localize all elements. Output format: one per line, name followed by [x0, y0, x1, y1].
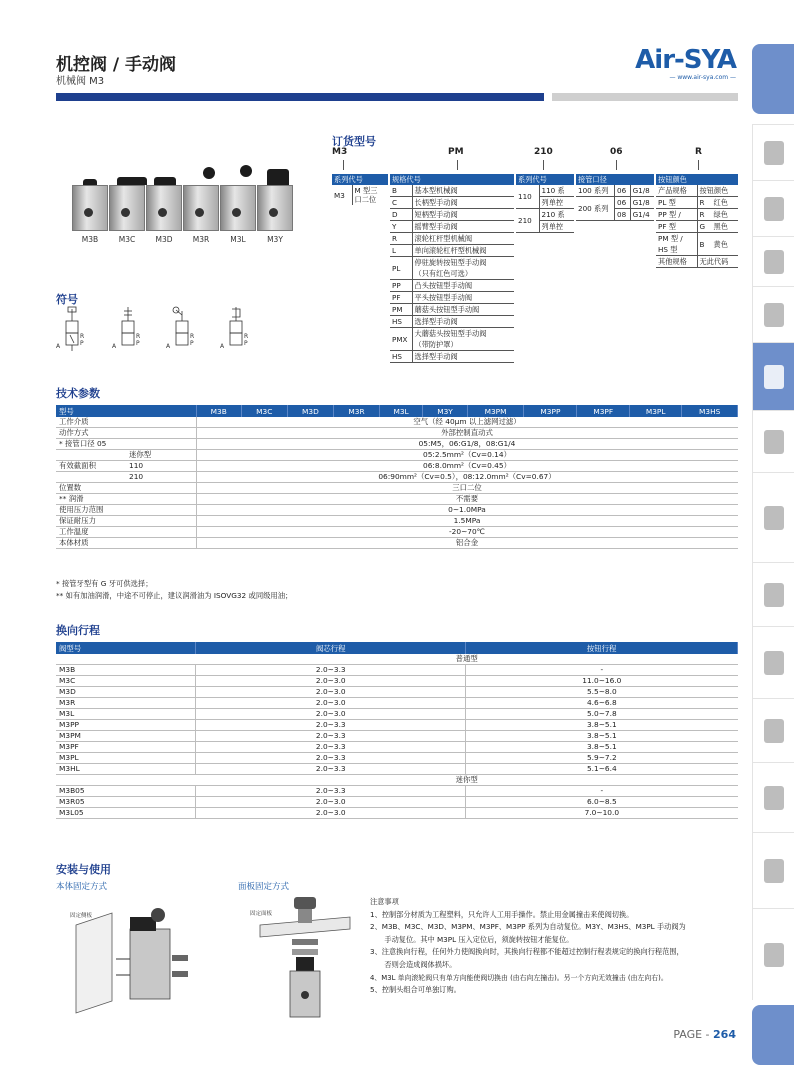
stroke-model: M3R [56, 698, 196, 709]
sidebar-item-elbow[interactable] [752, 762, 794, 832]
stroke-button: 6.0~8.5 [466, 797, 738, 808]
tech-sub [126, 439, 196, 450]
stroke-row [56, 786, 738, 797]
stroke-spool: 2.0~3.0 [196, 709, 466, 720]
tech-label: 工作介质 [56, 417, 126, 428]
spec-desc: 单向滚轮杠杆型机械阀 [412, 245, 514, 257]
spec-code: PF [390, 292, 412, 304]
svg-text:A: A [112, 343, 117, 350]
sidebar-item-filter[interactable] [752, 124, 794, 180]
valve-image [107, 163, 147, 231]
order-color-table: 按钮颜色 产品规格 按钮颜色 PL 型 R 红色 PP 型 / R 绿色 PF 型 G 黑色 PM 型 / B 黄色 HS 型 其他规格 无此代码 [656, 174, 738, 268]
stroke-spool: 2.0~3.3 [196, 742, 466, 753]
tech-value: 三口二位 [196, 483, 738, 494]
stroke-spool: 2.0~3.0 [196, 676, 466, 687]
tech-row [56, 417, 738, 428]
symbol-2 [122, 307, 134, 345]
spec-desc: 停驻旋转按钮型手动阀 [412, 257, 514, 269]
tech-value: 06:90mm²（Cv=0.5），08:12.0mm²（Cv=0.67） [196, 472, 738, 483]
tech-label: 本体材质 [56, 538, 126, 549]
tech-value: -20~70℃ [196, 527, 738, 538]
panel-mount-diagram [250, 895, 360, 1020]
spec-code: PM [390, 304, 412, 316]
stroke-spool: 2.0~3.3 [196, 764, 466, 775]
tech-label: 有效截面积 [56, 461, 126, 472]
stroke-row [56, 687, 738, 698]
stroke-row [56, 676, 738, 687]
tech-header-cell: M3B [196, 405, 241, 417]
page-subtitle: 机械阀 M3 [56, 76, 105, 87]
stroke-button: 5.1~6.4 [466, 764, 738, 775]
stroke-title: 换向行程 [56, 624, 100, 637]
product-m3b: M3B [68, 163, 112, 244]
stroke-row [56, 797, 738, 808]
stroke-button: - [466, 665, 738, 676]
stroke-model: M3R05 [56, 797, 196, 808]
spec-desc: 摇臂型手动阀 [412, 221, 514, 233]
order-code-title: 订货型号 [332, 135, 376, 148]
stroke-group: 普通型 [196, 654, 738, 665]
svg-text:A: A [220, 343, 225, 350]
tech-value: 空气（经 40μm 以上滤网过滤） [196, 417, 738, 428]
tech-row [56, 483, 738, 494]
spec-code: HS [390, 316, 412, 328]
tech-sub [126, 417, 196, 428]
tech-value: 0~1.0MPa [196, 505, 738, 516]
svg-text:R: R [244, 333, 249, 340]
tech-label: 使用压力范围 [56, 505, 126, 516]
tech-header-cell: M3HS [682, 405, 738, 417]
tech-label: 位置数 [56, 483, 126, 494]
stroke-spool: 2.0~3.3 [196, 786, 466, 797]
sidebar-item-cylinder[interactable] [752, 626, 794, 698]
brand-name: Air-SYA [635, 45, 736, 75]
tech-sub [126, 494, 196, 505]
tech-label: 工作温度 [56, 527, 126, 538]
silencer-icon [764, 859, 784, 883]
svg-text:P: P [190, 340, 194, 347]
tech-sub [126, 527, 196, 538]
tech-sub [126, 538, 196, 549]
tech-sub [126, 505, 196, 516]
page-number: PAGE - 264 [673, 1028, 736, 1041]
solenoid-icon [764, 430, 784, 454]
stroke-button: 7.0~10.0 [466, 808, 738, 819]
spec-desc: 选择型手动阀 [412, 316, 514, 328]
tech-label: ** 润滑 [56, 494, 126, 505]
product-m3l: M3L [216, 163, 260, 244]
spec-code: D [390, 209, 412, 221]
tech-row [56, 439, 738, 450]
stroke-button: 5.5~8.0 [466, 687, 738, 698]
spec-desc: 平头按钮型手动阀 [412, 292, 514, 304]
tech-row [56, 505, 738, 516]
stroke-group: 迷你型 [196, 775, 738, 786]
fitting-icon [764, 583, 784, 607]
sidebar-item-regulator[interactable] [752, 236, 794, 286]
spec-row [390, 245, 514, 257]
stroke-row [56, 665, 738, 676]
valve-image [218, 163, 258, 231]
spec-desc: 大蘑菇头按钮型手动阀 [412, 328, 514, 340]
stroke-row [56, 709, 738, 720]
tech-row [56, 538, 738, 549]
sidebar-item-solenoid[interactable] [752, 410, 794, 472]
filter-icon [764, 141, 784, 165]
order-series2-table: 系列代号 110 110 系 列单控 210 210 系 列单控 [516, 174, 574, 233]
tech-sub [126, 516, 196, 527]
tech-sub [126, 483, 196, 494]
stroke-button: 5.0~7.8 [466, 709, 738, 720]
valve-image [144, 163, 184, 231]
sidebar-item-fitting[interactable] [752, 562, 794, 626]
spec-code: PL [390, 257, 412, 280]
stroke-model: M3L [56, 709, 196, 720]
stroke-spool: 2.0~3.0 [196, 687, 466, 698]
tech-label: 保证耐压力 [56, 516, 126, 527]
spec-row [390, 351, 514, 363]
spec-code: PMX [390, 328, 412, 351]
body-mount-diagram [70, 905, 200, 1015]
tech-sub: 210 [126, 472, 196, 483]
stroke-row [56, 742, 738, 753]
stroke-table: 阀型号 阀芯行程 按钮行程 普通型 M3B 2.0~3.3 - M3C 2.0~3.0 11.0~16.0 M3D 2.0~3.0 5.5~8.0 M3R 2.0~3.0 4.6~6.8 M3L 2.0~3.0 5.0~7.8 M3PP 2.0~3.3 3.8~5.1 M3PM 2.0~3.3 3.8~5.1 M3PF 2.0~3.3 3.8~5.1 M3PL 2.0~3.3 5.9~7.2 M3HL 2.0~3.3 5.1~6.4 迷你型 M3B05 2.0~3.3 - M3R05 2.0~3.0 6.0~8.5 M3L05 2.0~3.0 7.0~10.0 [56, 642, 738, 819]
spec-desc: 滚轮杠杆型机械阀 [412, 233, 514, 245]
stroke-spool: 2.0~3.3 [196, 731, 466, 742]
stroke-row [56, 731, 738, 742]
stroke-model: M3PM [56, 731, 196, 742]
spec-row [390, 185, 514, 197]
stroke-model: M3PP [56, 720, 196, 731]
tech-table [56, 405, 738, 549]
svg-text:P: P [244, 340, 248, 347]
svg-text:R: R [80, 333, 85, 340]
stroke-model: M3HL [56, 764, 196, 775]
stroke-spool: 2.0~3.0 [196, 808, 466, 819]
tech-value: 06:8.0mm²（Cv=0.45） [196, 461, 738, 472]
order-spec-table: 规格代号 B 基本型机械阀 C 长柄型手动阀 D 短柄型手动阀 Y 摇臂型手动阀 R 滚轮杠杆型机械阀 L 单向滚轮杠杆型机械阀 PL 停驻旋转按钮型手动阀 （只有红色可选） PP 凸头按钮型手动阀 PF 平头按钮型手动阀 PM 蘑菇头按钮型手动阀 HS 选择型手动阀 PMX 大蘑菇头按钮型手动阀 （带防护罩） HS 选择型手动阀 [390, 174, 514, 363]
spec-row [390, 197, 514, 209]
tech-value: 1.5MPa [196, 516, 738, 527]
svg-text:R: R [190, 333, 195, 340]
tech-header-cell: M3C [241, 405, 287, 417]
install-notes: 注意事项 1、控制部分材质为工程塑料，只允许人工用手操作。禁止用金属撞击来使阀切换。 2、M3B、M3C、M3D、M3PM、M3PF、M3PP 系列为自动复位。M3Y、M3HS、M3PL 手动阀为 手动复位。其中 M3PL 压入定位后，须旋转按钮才能复位。 3、注意换向行程，任何外力使阀换向时，其换向行程都不能超过控制行程表规定的换向行程范围， 否则会造成阀体损坏。 4、M3L 单向滚轮阀只有单方向能使阀切换由 (由右向左撞击)。另一个方向无效撞击 (由左向右)。 5、控制头组合可单独订购。 [370, 897, 686, 995]
spec-desc: 蘑菇头按钮型手动阀 [412, 304, 514, 316]
tech-value: 05:2.5mm²（Cv=0.14） [196, 450, 738, 461]
tech-header-cell: M3Y [423, 405, 467, 417]
tech-sub: 迷你型 [126, 450, 196, 461]
stroke-model: M3PL [56, 753, 196, 764]
spec-row [390, 292, 514, 304]
sidebar-top-tab[interactable] [752, 44, 794, 114]
stroke-button: - [466, 786, 738, 797]
stroke-button: 3.8~5.1 [466, 731, 738, 742]
tech-row [56, 461, 738, 472]
header-bar-blue [56, 93, 544, 101]
product-m3y: M3Y [253, 163, 297, 244]
symbols-title: 符号 [56, 293, 78, 306]
stroke-spool: 2.0~3.0 [196, 797, 466, 808]
svg-text:固定侧板: 固定侧板 [70, 913, 93, 919]
tech-header-cell: M3D [287, 405, 334, 417]
spec-row [390, 316, 514, 328]
page-title: 机控阀 / 手动阀 [56, 55, 177, 75]
tech-notes: * 接管牙型有 G 牙可供选择； ** 如有加油润滑，中途不可停止，建议润滑油为 ISOVG32 或同级用油； [56, 579, 293, 600]
tech-label [56, 472, 126, 483]
tech-row [56, 516, 738, 527]
order-series-table: 系列代号 M3 M 型三 口二位 [332, 174, 388, 205]
tech-header-cell: M3L [379, 405, 423, 417]
spec-desc: 凸头按钮型手动阀 [412, 280, 514, 292]
valve-image [255, 163, 295, 231]
sidebar-item-actuator[interactable] [752, 698, 794, 762]
tech-row [56, 472, 738, 483]
spec-row [390, 304, 514, 316]
tech-sub: 110 [126, 461, 196, 472]
spec-code: HS [390, 351, 412, 363]
valve-icon [764, 365, 784, 389]
sidebar-item-accessory[interactable] [752, 908, 794, 1000]
tech-header-cell: M3R [334, 405, 380, 417]
stroke-button: 11.0~16.0 [466, 676, 738, 687]
brand-url: — www.air-sya.com — [669, 74, 736, 81]
stroke-row [56, 698, 738, 709]
spec-desc: 选择型手动阀 [412, 351, 514, 363]
spec-row [390, 221, 514, 233]
body-mount-label: 本体固定方式 [56, 882, 108, 892]
stroke-model: M3D [56, 687, 196, 698]
spec-row [390, 233, 514, 245]
tech-header-cell: M3PP [524, 405, 577, 417]
stroke-row [56, 753, 738, 764]
install-title: 安装与使用 [56, 863, 111, 876]
symbol-3 [173, 307, 188, 345]
spec-code: PP [390, 280, 412, 292]
spec-code: R [390, 233, 412, 245]
sidebar-item-manifold[interactable] [752, 472, 794, 562]
sidebar-bottom-tab[interactable] [752, 1005, 794, 1065]
tech-label [56, 450, 126, 461]
stroke-model: M3PF [56, 742, 196, 753]
cylinder-icon [764, 651, 784, 675]
stroke-model: M3B05 [56, 786, 196, 797]
svg-text:P: P [80, 340, 84, 347]
svg-text:固定面板: 固定面板 [250, 911, 273, 917]
tech-header-cell: M3PF [577, 405, 630, 417]
manifold-icon [764, 506, 784, 530]
product-m3r: M3R [179, 163, 223, 244]
tech-header-cell: 型号 [56, 405, 196, 417]
spec-desc: 基本型机械阀 [412, 185, 514, 197]
tech-row [56, 428, 738, 439]
tech-header-cell: M3PM [467, 405, 524, 417]
tech-title: 技术参数 [56, 387, 100, 400]
svg-text:P: P [136, 340, 140, 347]
spec-desc2: （带防护罩） [412, 339, 514, 351]
tech-label: 动作方式 [56, 428, 126, 439]
spec-desc: 短柄型手动阀 [412, 209, 514, 221]
spec-code: C [390, 197, 412, 209]
stroke-spool: 2.0~3.3 [196, 720, 466, 731]
regulator-icon [764, 250, 784, 274]
stroke-button: 5.9~7.2 [466, 753, 738, 764]
port-a-label: A [56, 343, 61, 350]
stroke-button: 3.8~5.1 [466, 742, 738, 753]
header-bar-gray [552, 93, 738, 101]
tech-sub [126, 428, 196, 439]
spec-code: L [390, 245, 412, 257]
stroke-spool: 2.0~3.0 [196, 698, 466, 709]
tech-value: 05:M5，06:G1/8，08:G1/4 [196, 439, 738, 450]
stroke-model: M3C [56, 676, 196, 687]
svg-text:A: A [166, 343, 171, 350]
symbol-4 [230, 307, 242, 345]
accessory-icon [764, 943, 784, 967]
product-m3d: M3D [142, 163, 186, 244]
stroke-row [56, 764, 738, 775]
stroke-row [56, 808, 738, 819]
panel-mount-label: 面板固定方式 [238, 882, 290, 892]
spec-code: Y [390, 221, 412, 233]
product-m3c: M3C [105, 163, 149, 244]
tech-value: 外部控制直动式 [196, 428, 738, 439]
tech-value: 铝合金 [196, 538, 738, 549]
sidebar-item-valve[interactable] [752, 342, 794, 410]
tech-label: * 接管口径 05 [56, 439, 126, 450]
sidebar-item-gauge[interactable] [752, 286, 794, 342]
stroke-spool: 2.0~3.3 [196, 753, 466, 764]
tech-header-cell: M3PL [630, 405, 682, 417]
sidebar-item-silencer[interactable] [752, 832, 794, 908]
lubricator-icon [764, 197, 784, 221]
spec-row [390, 209, 514, 221]
valve-symbols [56, 305, 266, 361]
valve-image [70, 163, 110, 231]
spec-desc: 长柄型手动阀 [412, 197, 514, 209]
tech-row [56, 494, 738, 505]
elbow-icon [764, 786, 784, 810]
stroke-button: 4.6~6.8 [466, 698, 738, 709]
order-port-table: 接管口径 100 系列 06 G1/8 200 系列 06 G1/8 08 G1/4 [576, 174, 654, 221]
stroke-spool: 2.0~3.3 [196, 665, 466, 676]
sidebar-item-lubricator[interactable] [752, 180, 794, 236]
stroke-model: M3L05 [56, 808, 196, 819]
symbol-1 [66, 307, 78, 351]
svg-text:R: R [136, 333, 141, 340]
stroke-button: 3.8~5.1 [466, 720, 738, 731]
tech-value: 不需要 [196, 494, 738, 505]
tech-row [56, 527, 738, 538]
brand-logo [635, 46, 736, 81]
actuator-icon [764, 719, 784, 743]
stroke-row [56, 720, 738, 731]
valve-image [181, 163, 221, 231]
spec-desc2: （只有红色可选） [412, 268, 514, 280]
spec-code: B [390, 185, 412, 197]
gauge-icon [764, 303, 784, 327]
tech-row [56, 450, 738, 461]
stroke-model: M3B [56, 665, 196, 676]
spec-row [390, 280, 514, 292]
